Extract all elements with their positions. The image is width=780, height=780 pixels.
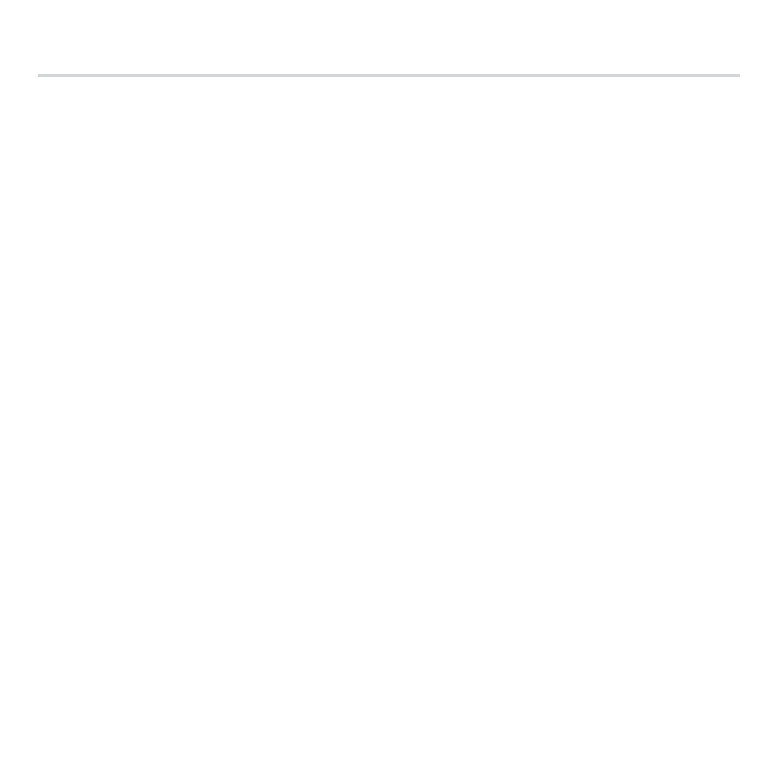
- adverse-events-table: [38, 74, 740, 77]
- page-title: [0, 0, 780, 33]
- section-divider-rule-bottom: [38, 76, 740, 77]
